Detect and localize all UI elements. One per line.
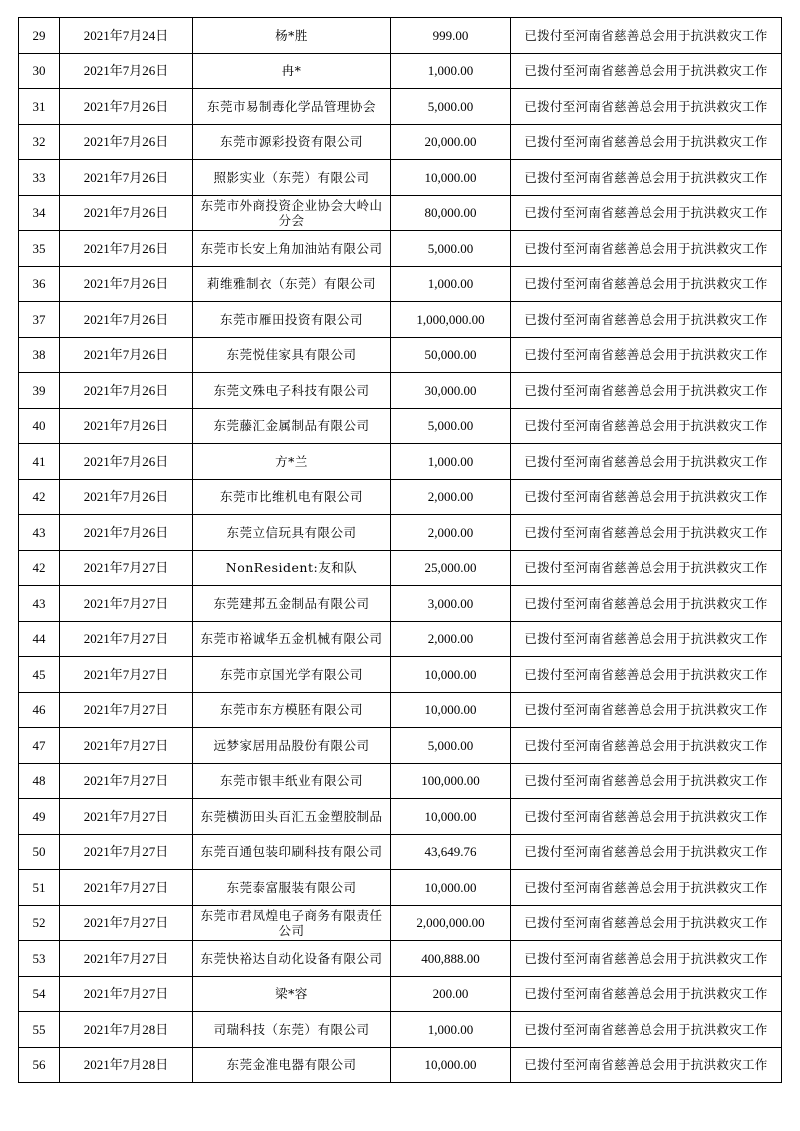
donation-amount: 30,000.00 — [391, 373, 511, 409]
allocation-note: 已拨付至河南省慈善总会用于抗洪救灾工作 — [511, 905, 782, 941]
allocation-note: 已拨付至河南省慈善总会用于抗洪救灾工作 — [511, 1047, 782, 1083]
row-number: 48 — [19, 763, 60, 799]
donation-amount: 1,000,000.00 — [391, 302, 511, 338]
allocation-note: 已拨付至河南省慈善总会用于抗洪救灾工作 — [511, 231, 782, 267]
table-row — [19, 870, 782, 906]
donor-name: NonResident:友和队 — [193, 550, 391, 586]
donation-amount: 1,000.00 — [391, 266, 511, 302]
table-row — [19, 1047, 782, 1083]
donation-date: 2021年7月26日 — [60, 337, 193, 373]
donation-date: 2021年7月26日 — [60, 160, 193, 196]
table-row — [19, 53, 782, 89]
donation-date: 2021年7月27日 — [60, 550, 193, 586]
row-number: 47 — [19, 728, 60, 764]
row-number: 41 — [19, 444, 60, 480]
table-row — [19, 479, 782, 515]
row-number: 38 — [19, 337, 60, 373]
row-number: 46 — [19, 692, 60, 728]
table-row — [19, 657, 782, 693]
table-row — [19, 905, 782, 941]
donation-amount: 10,000.00 — [391, 692, 511, 728]
donation-amount: 1,000.00 — [391, 1012, 511, 1048]
allocation-note: 已拨付至河南省慈善总会用于抗洪救灾工作 — [511, 479, 782, 515]
donation-amount: 999.00 — [391, 18, 511, 54]
donor-name: 东莞百通包装印刷科技有限公司 — [193, 834, 391, 870]
row-number: 37 — [19, 302, 60, 338]
allocation-note: 已拨付至河南省慈善总会用于抗洪救灾工作 — [511, 728, 782, 764]
table-row — [19, 337, 782, 373]
row-number: 43 — [19, 515, 60, 551]
table-row — [19, 976, 782, 1012]
table-row — [19, 550, 782, 586]
row-number: 42 — [19, 479, 60, 515]
table-row — [19, 941, 782, 977]
donation-date: 2021年7月27日 — [60, 586, 193, 622]
allocation-note: 已拨付至河南省慈善总会用于抗洪救灾工作 — [511, 124, 782, 160]
table-row — [19, 408, 782, 444]
donor-name: 梁*容 — [193, 976, 391, 1012]
allocation-note: 已拨付至河南省慈善总会用于抗洪救灾工作 — [511, 444, 782, 480]
donation-amount: 2,000.00 — [391, 515, 511, 551]
row-number: 35 — [19, 231, 60, 267]
donation-date: 2021年7月27日 — [60, 728, 193, 764]
donation-date: 2021年7月26日 — [60, 266, 193, 302]
donation-date: 2021年7月27日 — [60, 657, 193, 693]
donation-amount: 200.00 — [391, 976, 511, 1012]
donation-amount: 50,000.00 — [391, 337, 511, 373]
row-number: 49 — [19, 799, 60, 835]
donation-amount: 2,000.00 — [391, 621, 511, 657]
donation-date: 2021年7月26日 — [60, 373, 193, 409]
donation-amount: 10,000.00 — [391, 870, 511, 906]
row-number: 44 — [19, 621, 60, 657]
donor-name: 方*兰 — [193, 444, 391, 480]
row-number: 45 — [19, 657, 60, 693]
allocation-note: 已拨付至河南省慈善总会用于抗洪救灾工作 — [511, 515, 782, 551]
donor-name: 东莞市易制毒化学品管理协会 — [193, 89, 391, 125]
allocation-note: 已拨付至河南省慈善总会用于抗洪救灾工作 — [511, 1012, 782, 1048]
donor-name: 东莞文殊电子科技有限公司 — [193, 373, 391, 409]
allocation-note: 已拨付至河南省慈善总会用于抗洪救灾工作 — [511, 976, 782, 1012]
donor-name: 东莞市雁田投资有限公司 — [193, 302, 391, 338]
allocation-note: 已拨付至河南省慈善总会用于抗洪救灾工作 — [511, 18, 782, 54]
row-number: 54 — [19, 976, 60, 1012]
donor-name: 东莞立信玩具有限公司 — [193, 515, 391, 551]
allocation-note: 已拨付至河南省慈善总会用于抗洪救灾工作 — [511, 586, 782, 622]
donor-name: 冉* — [193, 53, 391, 89]
donor-name: 东莞横沥田头百汇五金塑胶制品 — [193, 799, 391, 835]
allocation-note: 已拨付至河南省慈善总会用于抗洪救灾工作 — [511, 692, 782, 728]
allocation-note: 已拨付至河南省慈善总会用于抗洪救灾工作 — [511, 89, 782, 125]
row-number: 51 — [19, 870, 60, 906]
donation-date: 2021年7月26日 — [60, 515, 193, 551]
allocation-note: 已拨付至河南省慈善总会用于抗洪救灾工作 — [511, 834, 782, 870]
donation-date: 2021年7月26日 — [60, 124, 193, 160]
donor-name: 杨*胜 — [193, 18, 391, 54]
donation-table — [18, 17, 782, 1083]
row-number: 30 — [19, 53, 60, 89]
table-row — [19, 231, 782, 267]
allocation-note: 已拨付至河南省慈善总会用于抗洪救灾工作 — [511, 941, 782, 977]
donation-amount: 100,000.00 — [391, 763, 511, 799]
row-number: 34 — [19, 195, 60, 231]
donation-amount: 2,000.00 — [391, 479, 511, 515]
donation-amount: 20,000.00 — [391, 124, 511, 160]
allocation-note: 已拨付至河南省慈善总会用于抗洪救灾工作 — [511, 799, 782, 835]
donor-name: 东莞市东方模胚有限公司 — [193, 692, 391, 728]
donor-name: 东莞悦佳家具有限公司 — [193, 337, 391, 373]
donor-name: 东莞市比维机电有限公司 — [193, 479, 391, 515]
donor-name: 东莞泰富服装有限公司 — [193, 870, 391, 906]
table-row — [19, 266, 782, 302]
donation-date: 2021年7月27日 — [60, 621, 193, 657]
donor-name: 东莞市源彩投资有限公司 — [193, 124, 391, 160]
donation-date: 2021年7月24日 — [60, 18, 193, 54]
row-number: 33 — [19, 160, 60, 196]
donation-date: 2021年7月26日 — [60, 479, 193, 515]
row-number: 31 — [19, 89, 60, 125]
table-row — [19, 621, 782, 657]
table-row — [19, 18, 782, 54]
row-number: 32 — [19, 124, 60, 160]
allocation-note: 已拨付至河南省慈善总会用于抗洪救灾工作 — [511, 160, 782, 196]
donor-name: 照影实业（东莞）有限公司 — [193, 160, 391, 196]
donation-amount: 5,000.00 — [391, 231, 511, 267]
donation-date: 2021年7月26日 — [60, 302, 193, 338]
table-row — [19, 586, 782, 622]
donation-date: 2021年7月28日 — [60, 1047, 193, 1083]
row-number: 56 — [19, 1047, 60, 1083]
donation-amount: 400,888.00 — [391, 941, 511, 977]
row-number: 42 — [19, 550, 60, 586]
donation-amount: 5,000.00 — [391, 89, 511, 125]
donation-date: 2021年7月26日 — [60, 408, 193, 444]
donor-name: 东莞市长安上角加油站有限公司 — [193, 231, 391, 267]
donation-date: 2021年7月27日 — [60, 870, 193, 906]
table-row — [19, 373, 782, 409]
table-row — [19, 195, 782, 231]
allocation-note: 已拨付至河南省慈善总会用于抗洪救灾工作 — [511, 763, 782, 799]
donation-date: 2021年7月27日 — [60, 941, 193, 977]
allocation-note: 已拨付至河南省慈善总会用于抗洪救灾工作 — [511, 337, 782, 373]
donor-name: 东莞市君凤煌电子商务有限责任公司 — [193, 905, 391, 941]
donation-date: 2021年7月27日 — [60, 763, 193, 799]
row-number: 50 — [19, 834, 60, 870]
donation-date: 2021年7月26日 — [60, 195, 193, 231]
donor-name: 东莞快裕达自动化设备有限公司 — [193, 941, 391, 977]
table-row — [19, 728, 782, 764]
donor-name: 东莞市外商投资企业协会大岭山分会 — [193, 195, 391, 231]
table-row — [19, 124, 782, 160]
donation-amount: 25,000.00 — [391, 550, 511, 586]
donation-amount: 10,000.00 — [391, 1047, 511, 1083]
table-row — [19, 302, 782, 338]
allocation-note: 已拨付至河南省慈善总会用于抗洪救灾工作 — [511, 266, 782, 302]
donor-name: 东莞市银丰纸业有限公司 — [193, 763, 391, 799]
row-number: 36 — [19, 266, 60, 302]
donation-amount: 10,000.00 — [391, 657, 511, 693]
row-number: 40 — [19, 408, 60, 444]
donation-amount: 1,000.00 — [391, 444, 511, 480]
donor-name: 东莞市裕诚华五金机械有限公司 — [193, 621, 391, 657]
allocation-note: 已拨付至河南省慈善总会用于抗洪救灾工作 — [511, 408, 782, 444]
donation-date: 2021年7月28日 — [60, 1012, 193, 1048]
table-row — [19, 515, 782, 551]
donation-date: 2021年7月26日 — [60, 231, 193, 267]
row-number: 53 — [19, 941, 60, 977]
table-row — [19, 763, 782, 799]
donation-date: 2021年7月27日 — [60, 976, 193, 1012]
donation-amount: 10,000.00 — [391, 799, 511, 835]
allocation-note: 已拨付至河南省慈善总会用于抗洪救灾工作 — [511, 657, 782, 693]
table-row — [19, 1012, 782, 1048]
table-row — [19, 799, 782, 835]
donation-amount: 80,000.00 — [391, 195, 511, 231]
donation-amount: 5,000.00 — [391, 408, 511, 444]
row-number: 43 — [19, 586, 60, 622]
donor-name: 莉维雅制衣（东莞）有限公司 — [193, 266, 391, 302]
donation-table-body — [19, 18, 782, 1083]
donor-name: 司瑞科技（东莞）有限公司 — [193, 1012, 391, 1048]
row-number: 52 — [19, 905, 60, 941]
table-row — [19, 160, 782, 196]
table-row — [19, 89, 782, 125]
table-row — [19, 444, 782, 480]
donor-name: 远梦家居用品股份有限公司 — [193, 728, 391, 764]
donation-date: 2021年7月26日 — [60, 89, 193, 125]
donation-amount: 3,000.00 — [391, 586, 511, 622]
donation-date: 2021年7月27日 — [60, 799, 193, 835]
donation-date: 2021年7月27日 — [60, 834, 193, 870]
donation-amount: 5,000.00 — [391, 728, 511, 764]
donation-amount: 43,649.76 — [391, 834, 511, 870]
donor-name: 东莞建邦五金制品有限公司 — [193, 586, 391, 622]
donor-name: 东莞金准电器有限公司 — [193, 1047, 391, 1083]
row-number: 29 — [19, 18, 60, 54]
row-number: 39 — [19, 373, 60, 409]
donation-amount: 10,000.00 — [391, 160, 511, 196]
allocation-note: 已拨付至河南省慈善总会用于抗洪救灾工作 — [511, 53, 782, 89]
donation-amount: 1,000.00 — [391, 53, 511, 89]
allocation-note: 已拨付至河南省慈善总会用于抗洪救灾工作 — [511, 550, 782, 586]
donation-date: 2021年7月27日 — [60, 692, 193, 728]
allocation-note: 已拨付至河南省慈善总会用于抗洪救灾工作 — [511, 870, 782, 906]
table-row — [19, 834, 782, 870]
allocation-note: 已拨付至河南省慈善总会用于抗洪救灾工作 — [511, 302, 782, 338]
allocation-note: 已拨付至河南省慈善总会用于抗洪救灾工作 — [511, 373, 782, 409]
table-row — [19, 692, 782, 728]
row-number: 55 — [19, 1012, 60, 1048]
allocation-note: 已拨付至河南省慈善总会用于抗洪救灾工作 — [511, 621, 782, 657]
donation-date: 2021年7月26日 — [60, 53, 193, 89]
donor-name: 东莞藤汇金属制品有限公司 — [193, 408, 391, 444]
donor-name: 东莞市京国光学有限公司 — [193, 657, 391, 693]
allocation-note: 已拨付至河南省慈善总会用于抗洪救灾工作 — [511, 195, 782, 231]
donation-date: 2021年7月27日 — [60, 905, 193, 941]
donation-date: 2021年7月26日 — [60, 444, 193, 480]
donation-amount: 2,000,000.00 — [391, 905, 511, 941]
